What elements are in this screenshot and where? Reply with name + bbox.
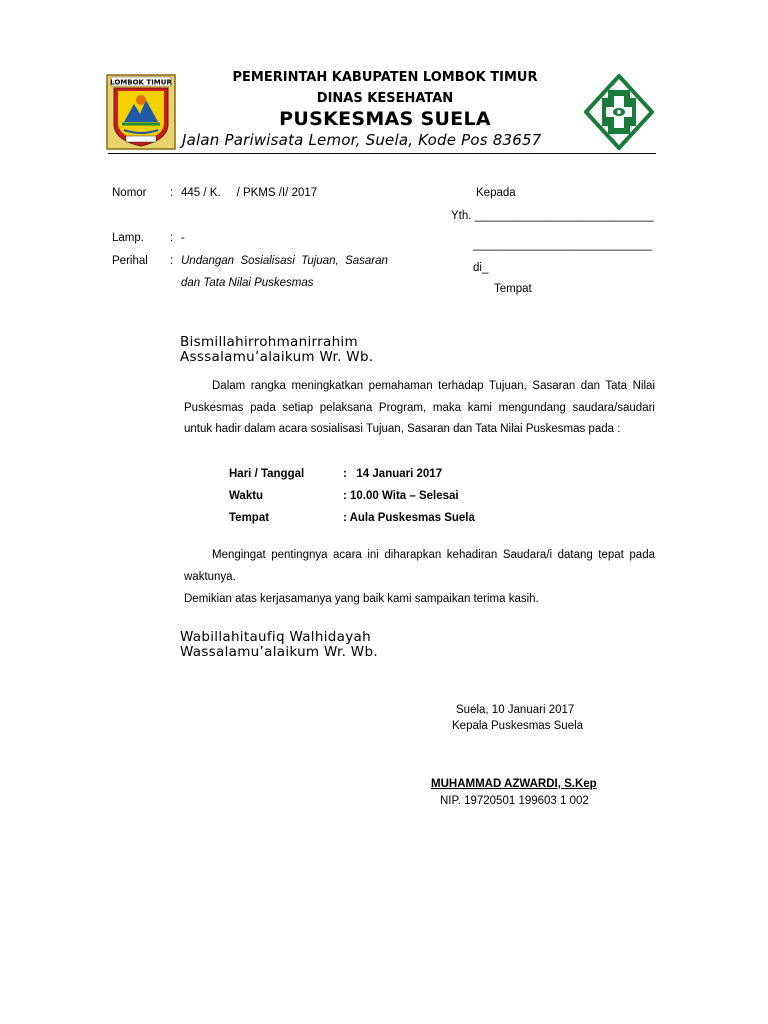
- lamp-value: -: [181, 232, 185, 244]
- puskesmas-logo: [584, 74, 654, 150]
- nomor-colon: :: [170, 187, 174, 199]
- closing-salam: Wassalamu’alaikum Wr. Wb.: [180, 644, 378, 660]
- recipient-tempat: Tempat: [494, 283, 532, 295]
- detail-label-time: Waktu: [229, 490, 264, 502]
- signature-nip: NIP. 19720501 199603 1 002: [440, 795, 589, 807]
- lamp-label: Lamp.: [112, 232, 144, 244]
- logo-left-text: LOMBOK TIMUR: [110, 78, 172, 87]
- nomor-label: Nomor: [112, 187, 147, 199]
- detail-label-date: Hari / Tanggal: [229, 468, 305, 480]
- lamp-colon: :: [170, 232, 174, 244]
- perihal-label: Perihal: [112, 255, 148, 267]
- header-puskesmas: PUSKESMAS SUELA: [279, 108, 491, 130]
- nomor-value: 445 / K. / PKMS /I/ 2017: [181, 187, 318, 199]
- signature-name: MUHAMMAD AZWARDI, S.Kep: [431, 778, 597, 790]
- recipient-yth: Yth. ____________________________: [451, 210, 654, 222]
- detail-value-place: : Aula Puskesmas Suela: [343, 512, 475, 524]
- body-paragraph-2: [184, 545, 655, 588]
- header-address: Jalan Pariwisata Lemor, Suela, Kode Pos 83657: [182, 131, 542, 149]
- detail-label-place: Tempat: [229, 512, 270, 524]
- header-department: DINAS KESEHATAN: [316, 91, 454, 106]
- signature-place-date: Suela, 10 Januari 2017: [456, 704, 575, 716]
- header-divider: [108, 153, 656, 154]
- detail-value-date: : 14 Januari 2017: [343, 468, 443, 480]
- recipient-kepada: Kepada: [476, 187, 516, 199]
- body-paragraph-2-text: Mengingat pentingnya acara ini diharapkan kehadiran Saudara/i datang tepat pada waktunya.: [184, 549, 655, 583]
- greeting-salam: Asssalamu’alaikum Wr. Wb.: [180, 349, 374, 365]
- body-paragraph-3: Demikian atas kerjasamanya yang baik kami sampaikan terima kasih.: [184, 593, 539, 605]
- detail-value-time: : 10.00 Wita – Selesai: [343, 490, 459, 502]
- signature-title: Kepala Puskesmas Suela: [452, 720, 584, 732]
- greeting-bismillah: Bismillahirrohmanirrahim: [180, 334, 358, 350]
- body-paragraph-1-text: Dalam rangka meningkatkan pemahaman terhadap Tujuan, Sasaran dan Tata Nilai Puskesmas pada setiap pelaksana Program, maka kami mengundang saudara/saudari untuk hadir dalam acara sosialisasi Tujuan, Sasaran dan Tata Nilai Puskesmas pada :: [184, 380, 655, 435]
- header-government: PEMERINTAH KABUPATEN LOMBOK TIMUR: [232, 70, 538, 85]
- recipient-blank-line: ____________________________: [473, 239, 653, 251]
- lombok-timur-logo: [106, 74, 176, 150]
- perihal-line2: dan Tata Nilai Puskesmas: [181, 277, 314, 289]
- recipient-di: di_: [473, 262, 489, 274]
- perihal-line1: Undangan Sosialisasi Tujuan, Sasaran: [181, 255, 388, 267]
- closing-wabillahi: Wabillahitaufiq Walhidayah: [180, 629, 371, 645]
- perihal-colon: :: [170, 255, 174, 267]
- body-paragraph-1: [184, 376, 655, 441]
